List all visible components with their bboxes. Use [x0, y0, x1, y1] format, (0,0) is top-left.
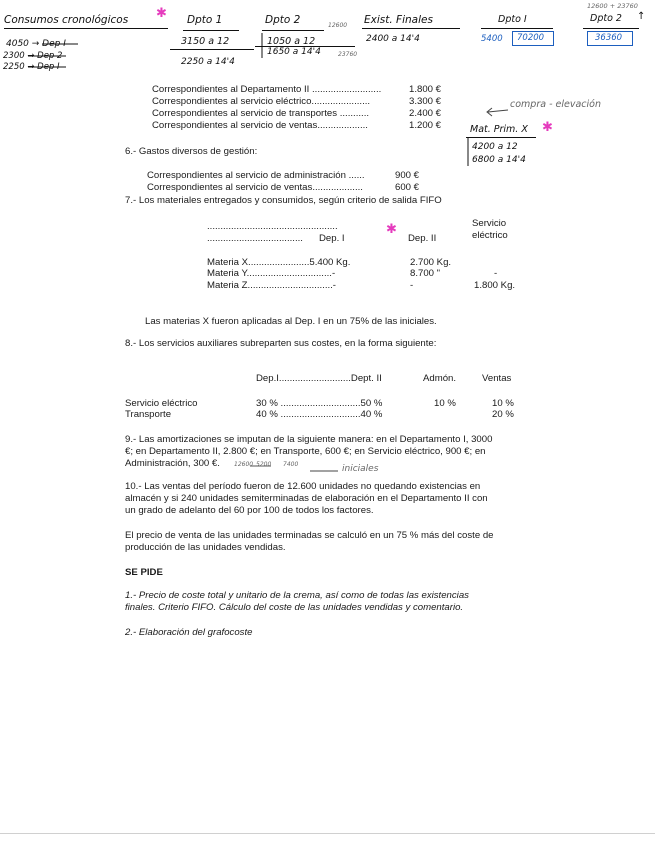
sub-row-1-label: Servicio eléctrico [125, 398, 198, 409]
hw-dpto1-title: Dpto 1 [187, 14, 223, 26]
hw-col-dpto2: Dpto 2 [590, 13, 622, 24]
hw-consumos-row-3: 2250 → Dep I [3, 62, 60, 72]
corr-line-1-value: 1.800 € [409, 84, 442, 95]
hw-exist-title: Exist. Finales [364, 14, 433, 26]
hw-matprim-line-1: 4200 a 12 [472, 142, 518, 152]
corr-line-3-label: Correspondientes al servicio de transportes ........... [152, 108, 370, 119]
mat-dots-2: .................................... [207, 233, 303, 244]
hw-dpto2-line-1: 1050 a 12 [267, 36, 316, 47]
item-6-line-1-label: Correspondientes al servicio de administración ...... [147, 170, 365, 181]
hw-matprim-line-2: 6800 a 14'4 [472, 155, 526, 165]
corr-line-2-label: Correspondientes al servicio eléctrico...................... [152, 96, 371, 107]
sub-row-1-ventas: 10 % [492, 398, 514, 409]
hw-inline-note-arrow: iniciales [342, 464, 379, 474]
item-6-line-1-value: 900 € [395, 170, 420, 181]
corr-line-4-label: Correspondientes al servicio de ventas................... [152, 120, 368, 131]
hw-consumos-title: Consumos cronológicos [4, 14, 129, 26]
corr-line-3-value: 2.400 € [409, 108, 442, 119]
item-6-line-2-value: 600 € [395, 182, 420, 193]
sub-row-2-dep: 40 % ..............................40 % [256, 409, 383, 420]
hw-matprim-underline [466, 137, 536, 138]
item-9-line-2: €; en Departamento II, 2.800 €; en Transporte, 600 €; en Servicio eléctrico, 900 €; en [125, 446, 486, 457]
sub-row-2-ventas: 20 % [492, 409, 514, 420]
hw-consumos-row-2: 2300 → Dep 2 [3, 51, 63, 61]
mat-head-serv-1: Servicio [472, 218, 507, 229]
hw-inline-note-b: 5200 [256, 461, 272, 468]
mat-row-z-serv: 1.800 Kg. [474, 280, 516, 291]
hw-dpto2-line-2: 1650 a 14'4 [267, 47, 321, 57]
question-1-line-2: finales. Criterio FIFO. Cálculo del coste de las unidades vendidas y comentario. [125, 602, 464, 613]
mat-row-x-label: Materia X.......................5.400 Kg. [207, 257, 351, 268]
corr-line-4-value: 1.200 € [409, 120, 442, 131]
item-10-line-2: almacén y si 240 unidades semiterminadas de elaboración en el Departamento II con [125, 493, 488, 504]
hw-inline-note-a: 12600 [234, 461, 254, 468]
mat-head-serv-2: eléctrico [472, 230, 508, 241]
question-2: 2.- Elaboración del grafocoste [125, 627, 253, 638]
sub-head-dep: Dep.I...........................Dept. II [256, 373, 382, 384]
item-7-heading: 7.- Los materiales entregados y consumidos, según criterio de salida FIFO [125, 195, 442, 206]
hw-dpto2-note-top: 12600 [328, 22, 348, 29]
sub-row-2-label: Transporte [125, 409, 172, 420]
mat-row-z-label: Materia Z................................- [207, 280, 337, 291]
star-icon: ✱ [542, 119, 553, 134]
hw-compra-note: compra - elevación [510, 99, 601, 110]
precio-line-2: producción de las unidades vendidas. [125, 542, 286, 553]
sub-head-ventas: Ventas [482, 373, 512, 384]
hw-col-dpto2-box-value: 36360 [595, 33, 623, 43]
hw-col-dpto1-a: 5400 [481, 34, 503, 44]
hw-dpto1-line-2: 2250 a 14'4 [181, 57, 235, 67]
mat-row-y-serv: - [494, 268, 498, 279]
hw-inline-note-c: 7400 [283, 461, 299, 468]
mat-head-dep2: Dep. II [408, 233, 437, 244]
mat-note: Las materias X fueron aplicadas al Dep. I en un 75% de las iniciales. [145, 316, 437, 327]
mat-head-dep1: Dep. I [319, 233, 345, 244]
item-9-line-3: Administración, 300 €. [125, 458, 220, 469]
mat-dots-1: ................................................. [207, 221, 338, 232]
item-8-heading: 8.- Los servicios auxiliares subreparten sus costes, en la forma siguiente: [125, 338, 437, 349]
se-pide-heading: SE PIDE [125, 567, 163, 578]
sub-row-1-admon: 10 % [434, 398, 456, 409]
star-icon: ✱ [386, 221, 397, 236]
star-icon: ✱ [156, 5, 167, 20]
hw-consumos-row-1: 4050 → Dep I [6, 39, 66, 49]
hw-exist-line-1: 2400 a 14'4 [366, 34, 420, 44]
hw-col-dpto1-b: 70200 [517, 33, 545, 43]
hw-dpto2-note-side: 23760 [338, 51, 358, 58]
precio-line-1: El precio de venta de las unidades terminadas se calculó en un 75 % más del coste de [125, 530, 494, 541]
item-10-line-1: 10.- Las ventas del período fueron de 12.600 unidades no quedando existencias en [125, 481, 481, 492]
item-10-line-3: un grado de adelanto del 60 por 100 de todos los factores. [125, 505, 374, 516]
item-6-heading: 6.- Gastos diversos de gestión: [125, 146, 258, 157]
mat-row-y-dep2: 8.700 " [410, 268, 441, 279]
mat-row-z-dep2: - [410, 280, 414, 291]
hw-dpto1-line-1: 3150 a 12 [181, 36, 230, 47]
hw-top-right-note: 12600 + 23760 [587, 2, 638, 10]
corr-line-1-label: Correspondientes al Departamento II .......................... [152, 84, 382, 95]
hw-matprim-title: Mat. Prim. X [470, 124, 528, 135]
item-6-line-2-label: Correspondientes al servicio de ventas................... [147, 182, 363, 193]
sub-head-admon: Admón. [423, 373, 457, 384]
sub-row-1-dep: 30 % ..............................50 % [256, 398, 383, 409]
page-bottom-edge [0, 833, 655, 834]
item-9-line-1: 9.- Las amortizaciones se imputan de la siguiente manera: en el Departamento I, 3000 [125, 434, 493, 445]
mat-row-x-dep2: 2.700 Kg. [410, 257, 452, 268]
mat-row-y-label: Materia Y................................- [207, 268, 336, 279]
hw-col-dpto1: Dpto I [498, 14, 527, 25]
corr-line-2-value: 3.300 € [409, 96, 442, 107]
hw-dpto2-title: Dpto 2 [265, 14, 301, 26]
question-1-line-1: 1.- Precio de coste total y unitario de la crema, así como de todas las existencias [125, 590, 469, 601]
hw-arrow-up-icon: ↑ [637, 11, 646, 22]
compra-arrow [488, 110, 508, 112]
